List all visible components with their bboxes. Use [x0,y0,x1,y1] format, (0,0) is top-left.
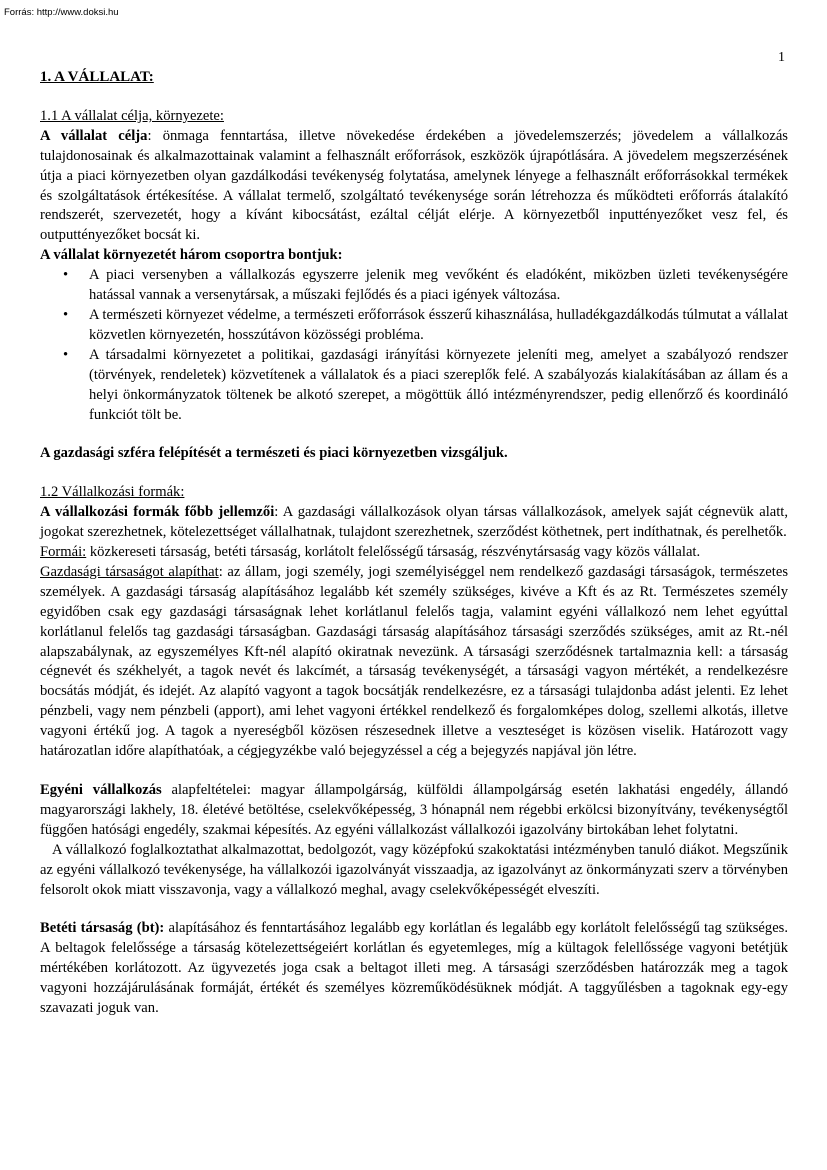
paragraph-forms [40,543,788,563]
paragraph-limited-partnership [40,919,788,1019]
page-title: 1. A VÁLLALAT: [40,69,154,85]
environment-heading: A vállalat környezetét három csoportra bontjuk: [40,247,343,264]
label-founders: Gazdasági társaságot alapíthat [40,563,219,580]
section-heading-1-1: 1.1 A vállalat célja, környezete: [40,107,224,124]
list-item: • A természeti környezet védelme, a természeti erőforrások ésszerű kihasználása, hulladékgazdálkodás túlmutat a vállalat közvetlen környezetén, hosszútávon közösségi probléma. [40,306,788,346]
limited-partnership-text: alapításához és fenntartásához legalább egy korlátlan és legalább egy korlátolt felelősségű tag szükséges. A beltagok felelőssége a társaság kötelezettségeiért korlátlan és egyetemleges, míg a kültagok felellőssége vagyoni betétjük mértékében korlátozott. Az ügyvezetés joga csak a beltagot illeti meg. A társasági szerződésben határozzák meg a tagok vagyoni hozzájárulásának formáját, értékét és személyes közreműködésüknek módját. A taggyűlésben a tagoknak egy-egy szavazati joguk van. [40,920,788,1017]
founders-text: : az állam, jogi személy, jogi személyiséggel nem rendelkező gazdasági társaságok, természetes személyek. A gazdasági társaság alapításához legalább két személy szükséges, kivéve a Kft és az Rt. Természetes személy egyidőben csak egy gazdasági társaságnak lehet korlátlanul felelős tagja, valamint egyéni vállalkozó nem lehet egyúttal korlátlanul felelős tag gazdasági társaságban. Gazdasági társaság alapításához társasági szerződés szükséges, amit az Rt.-nél alapszabálynak, az egyszemélyes Kft-nél alapító okiratnak nevezünk. A társasági szerződésnek tartalmaznia kell: a társaság cégnevét és székhelyét, a tagok nevét és lakcímét, a társaság tevékenységét, a társasági vagyon mértékét, a rendelkezésre bocsátás módját, és idejét. Az alapító vagyont a tagok bocsátják rendelkezésre, ez a társasági tulajdonba adást jelenti. Ez lehet pénzbeli, vagy nem pénzbeli (apport), ami lehet vagyoni értékkel rendelkező és forgalomképes dolog, szellemi alkotás, illetve vagyoni értékű jog. A tagok a nyereségből közösen részesednek illetve a veszteséget is közösen viselik. Határozott vagy határozatlan időre alapíthatóak, a cégjegyzékbe való bejegyzéssel a cég a bejegyzés napjával jön létre. [40,563,789,760]
paragraph-sole-proprietorship-2: A vállalkozó foglalkoztathat alkalmazottat, bedolgozót, vagy középfokú szakoktatási intézményben tanuló diákot. Megszűnik az egyéni vállalkozó tevékenysége, ha vállalkozói igazolványát visszaadja, az igazolványt az önkormányzati szerv a törvényben felsorolt okok miatt visszavonja, vagy a vállalkozó meghal, avagy cselekvőképességét elveszíti. [40,841,788,898]
paragraph-founders [40,563,788,762]
list-item: • A piaci versenyben a vállalkozás egyszerre jelenik meg vevőként és eladóként, miközben üzleti tevékenységére hatással vannak a versenytársak, a műszaki fejlődés és a piaci igények változása. [40,266,788,306]
section-heading-1-2: 1.2 Vállalkozási formák: [40,484,185,501]
paragraph-company-goal [40,127,788,246]
paragraph-sole-proprietorship [40,781,788,841]
source-url: Forrás: http://www.doksi.hu [4,7,119,18]
term-company-goal: A vállalat célja [40,127,148,144]
environment-list [40,266,788,425]
term-business-forms: A vállalkozási formák főbb jellemzői [40,504,275,521]
label-forms: Formái: [40,544,87,561]
term-sole-proprietorship: Egyéni vállalkozás [40,782,162,798]
page-number: 1 [778,50,785,65]
document-body [40,68,788,1019]
company-goal-text: : önmaga fenntartása, illetve növekedése érdekében a jövedelemszerzés; jövedelem a vállalkozás tulajdonosainak és alkalmazottainak valamint a felhasznált erőforrások, eszközök újrapótlására. A jövedelem megszerzésének útja a piaci környezetben olyan gazdálkodási tevékenység folytatása, amelynek lényege a felhasznált erőforrásokkal termékek és szolgáltatások értékesítése. A vállalat termelő, szolgáltató tevékenysége során létrehozza és működteti erőforrás átalakító rendszerét, szervezetét, hogy a kívánt kibocsátást, ezáltal célját elérje. A környezetből inputtényezőket vesz fel, és outputtényezőket bocsát ki. [40,127,788,244]
term-limited-partnership: Betéti társaság (bt): [40,920,165,937]
forms-text: közkereseti társaság, betéti társaság, korlátolt felelősségű társaság, részvénytársaság vagy közös vállalat. [86,544,701,561]
summary-statement: A gazdasági szféra felépítését a természeti és piaci környezetben vizsgáljuk. [40,445,508,462]
list-item: • A társadalmi környezetet a politikai, gazdasági irányítási környezete jeleníti meg, amelyet a szabályozó rendszer (törvények, rendeletek) közvetítenek a vállalatok és a piaci szereplők felé. A szabályozás kialakításában az állam és a helyi önkormányzatok töltenek be alkotó szerepet, a mögöttük álló intézményrendszer, pedig ellenőrző és koordináló funkciót tölt be. [40,346,788,426]
business-forms-text: : A gazdasági vállalkozások olyan társas vállalkozások, amelyek saját cégnevük alatt, jogokat szerezhetnek, kötelezettséget vállalhatnak, tulajdont szerezhetnek, szerződést köthetnek, pert indíthatnak, és perelhetők. [40,504,788,541]
sole-proprietorship-text: alapfeltételei: magyar állampolgárság, külföldi állampolgárság esetén lakhatási engedély, állandó magyarországi lakhely, 18. életévé betöltése, cselekvőképesség, 3 hónapnál nem régebbi erkölcsi bizonyítvány, tevékenységtől függően hatósági engedély, szakmai képesítés. Az egyéni vállalkozást vállalkozói igazolvány birtokában lehet folytatni. [40,782,789,838]
paragraph-business-forms [40,503,788,543]
